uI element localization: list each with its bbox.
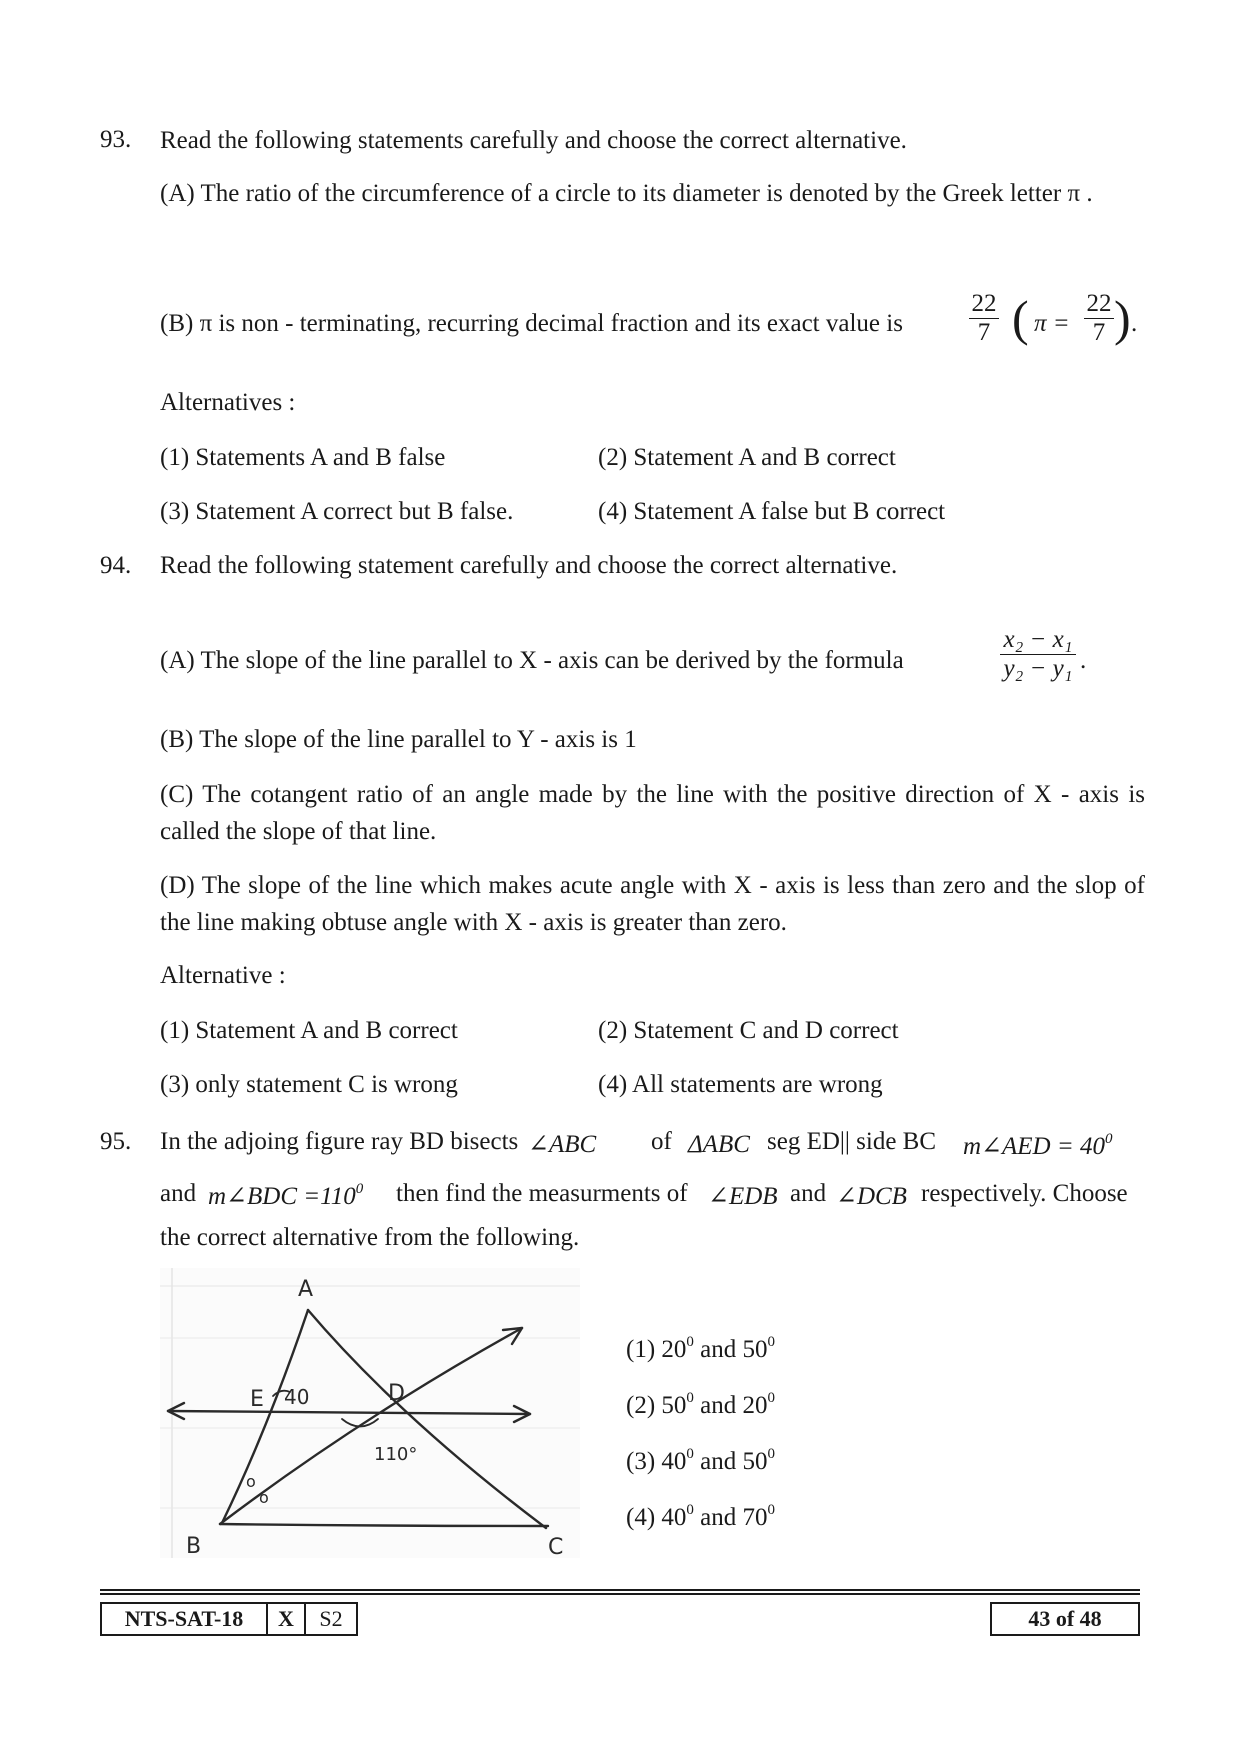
- formula-denominator: y₂ − y₁: [1000, 654, 1076, 683]
- q95-option-1[interactable]: [626, 1332, 775, 1368]
- q94-statement-b: (B) The slope of the line parallel to Y - axis is 1: [160, 726, 637, 753]
- fraction-denominator: 7: [1084, 318, 1114, 347]
- q94-statement-a: (A) The slope of the line parallel to X - axis can be derived by the formula: [160, 647, 904, 674]
- degree-sup: 0: [686, 1334, 694, 1350]
- label-e: E: [250, 1387, 264, 1412]
- q93-period: .: [1131, 310, 1138, 337]
- angle-40-label: 40: [284, 1385, 310, 1409]
- option-value-a: (1) 20: [626, 1336, 687, 1363]
- q95-triangle-figure: [160, 1268, 580, 1558]
- q94-option-4[interactable]: (4) All statements are wrong: [598, 1071, 883, 1098]
- footer-exam-code: NTS-SAT-18: [100, 1602, 268, 1636]
- question-93-number: 93.: [100, 126, 132, 153]
- footer-class: X: [266, 1602, 306, 1636]
- q95-angle-abc: ∠ABC: [528, 1131, 597, 1158]
- q94-alternative-heading: Alternative :: [160, 962, 286, 989]
- fraction-denominator: 7: [969, 318, 999, 347]
- q95-m-bdc: [208, 1179, 363, 1215]
- q95-line3: the correct alternative from the following.: [160, 1224, 580, 1251]
- q93-option-3[interactable]: (3) Statement A correct but B false.: [160, 498, 514, 525]
- q94-option-2[interactable]: (2) Statement C and D correct: [598, 1017, 899, 1044]
- footer-page-number: 43 of 48: [990, 1602, 1140, 1636]
- q94-statement-d: (D) The slope of the line which makes acute angle with X - axis is less than zero and the slop of the line making obtuse angle with X - axis is greater than zero.: [160, 872, 1145, 936]
- footer-rule-top: [100, 1589, 1140, 1591]
- q95-option-2[interactable]: [626, 1388, 775, 1424]
- q95-and-2: and: [790, 1180, 827, 1207]
- q93-option-4[interactable]: (4) Statement A false but B correct: [598, 498, 946, 525]
- label-c: C: [548, 1535, 564, 1558]
- option-value-a: (4) 40: [626, 1504, 687, 1531]
- option-value-b: and 20: [693, 1392, 768, 1419]
- degree-sup: 0: [1104, 1131, 1113, 1147]
- q95-of: of: [651, 1128, 672, 1155]
- q94-slope-formula: [1000, 626, 1076, 683]
- q93-fraction-22-7-paren: [1084, 290, 1114, 347]
- m-bdc-value: m∠BDC =110: [208, 1183, 356, 1210]
- option-value-a: (3) 40: [626, 1448, 687, 1475]
- q93-alternatives-heading: Alternatives :: [160, 389, 296, 416]
- q95-angle-dcb: ∠DCB: [836, 1183, 907, 1210]
- label-a: A: [298, 1277, 314, 1302]
- q93-statement-a: (A) The ratio of the circumference of a circle to its diameter is denoted by the Greek letter π .: [160, 180, 1093, 207]
- bisect-mark-2: o: [259, 1488, 269, 1507]
- m-aed-value: m∠AED = 40: [963, 1133, 1105, 1160]
- q93-fraction-22-7: [969, 290, 999, 347]
- q94-option-1[interactable]: (1) Statement A and B correct: [160, 1017, 458, 1044]
- degree-sup: 0: [767, 1390, 776, 1406]
- question-93-stem: Read the following statements carefully and choose the correct alternative.: [160, 127, 907, 154]
- q95-line2-end: respectively. Choose: [921, 1180, 1128, 1207]
- question-94-stem: Read the following statement carefully and choose the correct alternative.: [160, 552, 898, 579]
- option-value-b: and 70: [693, 1504, 768, 1531]
- degree-sup: 0: [767, 1502, 776, 1518]
- footer-set: S2: [304, 1602, 358, 1636]
- option-value-b: and 50: [693, 1336, 768, 1363]
- q95-angle-edb: ∠EDB: [708, 1183, 778, 1210]
- degree-sup: 0: [686, 1390, 694, 1406]
- option-value-a: (2) 50: [626, 1392, 687, 1419]
- label-b: B: [186, 1534, 202, 1558]
- q94-period: .: [1080, 647, 1087, 674]
- q93-option-1[interactable]: (1) Statements A and B false: [160, 444, 446, 471]
- q95-and: and: [160, 1180, 197, 1207]
- degree-sup: 0: [355, 1181, 364, 1197]
- degree-sup: 0: [686, 1446, 694, 1462]
- q94-option-3[interactable]: (3) only statement C is wrong: [160, 1071, 458, 1098]
- bisect-mark-1: o: [246, 1472, 256, 1491]
- option-value-b: and 50: [693, 1448, 768, 1475]
- degree-sup: 0: [767, 1334, 776, 1350]
- q95-triangle-abc: ΔABC: [688, 1131, 750, 1158]
- q95-option-4[interactable]: [626, 1500, 775, 1536]
- q93-option-2[interactable]: (2) Statement A and B correct: [598, 444, 896, 471]
- footer-rule-bottom: [100, 1593, 1140, 1595]
- label-d: D: [388, 1381, 405, 1406]
- q93-left-paren: (: [1012, 290, 1029, 346]
- q93-right-paren: ): [1114, 290, 1131, 346]
- q93-statement-b: (B) π is non - terminating, recurring decimal fraction and its exact value is: [160, 310, 903, 337]
- q95-option-3[interactable]: [626, 1444, 775, 1480]
- fraction-numerator: 22: [971, 290, 997, 317]
- angle-110-label: 110°: [374, 1444, 418, 1465]
- q94-statement-c: (C) The cotangent ratio of an angle made by the line with the positive direction of X - axis is called the slope of that line.: [160, 781, 1145, 845]
- q95-line1-text: In the adjoing figure ray BD bisects: [160, 1128, 519, 1155]
- degree-sup: 0: [686, 1502, 694, 1518]
- question-95-number: 95.: [100, 1128, 132, 1155]
- degree-sup: 0: [767, 1446, 776, 1462]
- q95-seg-ed-parallel: seg ED|| side BC: [767, 1128, 937, 1155]
- question-94-number: 94.: [100, 552, 132, 579]
- fraction-numerator: 22: [1086, 290, 1112, 317]
- q93-pi-equals: π =: [1034, 310, 1070, 337]
- q95-m-aed: [963, 1129, 1112, 1165]
- formula-numerator: x₂ − x₁: [1003, 626, 1073, 653]
- q95-line2-text: then find the measurments of: [396, 1180, 688, 1207]
